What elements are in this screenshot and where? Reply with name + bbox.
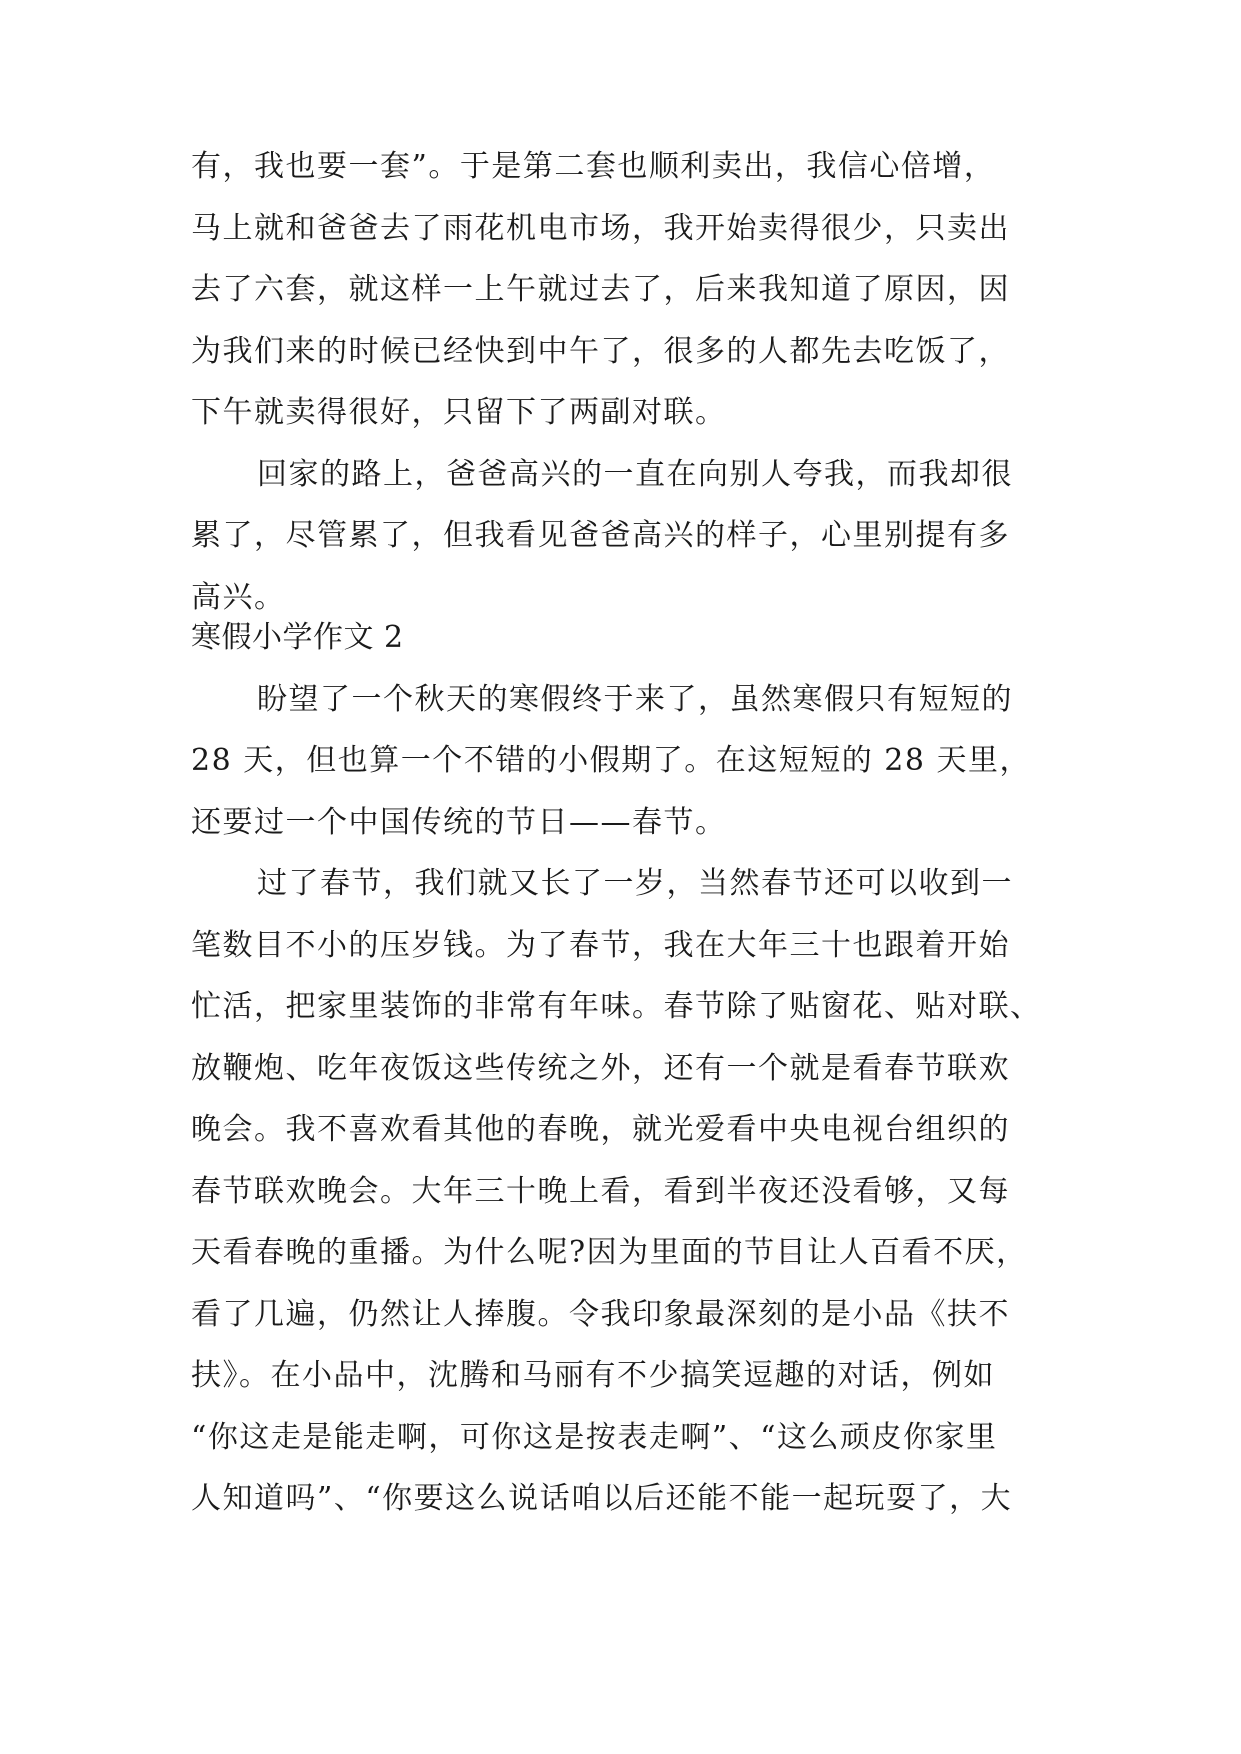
text-line: 晚会。我不喜欢看其他的春晚，就光爱看中央电视台组织的 [191,1112,1010,1147]
text-line: 春节联欢晚会。大年三十晚上看，看到半夜还没看够，又每 [191,1173,1010,1209]
text-line: 放鞭炮、吃年夜饭这些传统之外，还有一个就是看春节联欢 [191,1050,1010,1086]
text-line: 人知道吗”、“你要这么说话咱以后还能不能一起玩耍了，大 [191,1481,1013,1516]
text-line: 天看春晚的重播。为什么呢?因为里面的节目让人百看不厌， [191,1235,1028,1270]
paragraph-start-line: 过了春节，我们就又长了一岁，当然春节还可以收到一 [257,866,1013,901]
text-line: 高兴。 [191,579,286,615]
section-1-body [191,136,1071,628]
text-line: 累了，尽管累了，但我看见爸爸高兴的样子，心里别提有多 [191,518,1010,553]
text-line: 去了六套，就这样一上午就过去了，后来我知道了原因，因 [191,272,1010,307]
text-line: 扶》。在小品中，沈腾和马丽有不少搞笑逗趣的对话，例如 [191,1358,995,1393]
text-line: 笔数目不小的压岁钱。为了春节，我在大年三十也跟着开始 [191,927,1010,963]
text-line: 有，我也要一套”。于是第二套也顺利卖出，我信心倍增， [191,149,996,184]
text-line: 马上就和爸爸去了雨花机电市场，我开始卖得很少，只卖出 [191,210,1010,246]
paragraph-start-line: 盼望了一个秋天的寒假终于来了，虽然寒假只有短短的 [257,681,1013,717]
text-line: 28 天，但也算一个不错的小假期了。在这短短的 28 天里， [191,743,1031,778]
section-2 [191,607,1071,1530]
paragraph-start-line: 回家的路上，爸爸高兴的一直在向别人夸我，而我却很 [257,456,1013,492]
text-line: “你这走是能走啊，可你这是按表走啊”、“这么顽皮你家里 [191,1419,998,1455]
text-line: 为我们来的时候已经快到中午了，很多的人都先去吃饭了， [191,333,1010,369]
text-line: 下午就卖得很好，只留下了两副对联。 [191,395,727,430]
text-line: 还要过一个中国传统的节日——春节。 [191,804,727,840]
text-line: 忙活，把家里装饰的非常有年味。春节除了贴窗花、贴对联、 [191,989,1042,1024]
essay-heading: 寒假小学作文 2 [191,620,404,655]
text-line: 看了几遍，仍然让人捧腹。令我印象最深刻的是小品《扶不 [191,1296,1010,1332]
